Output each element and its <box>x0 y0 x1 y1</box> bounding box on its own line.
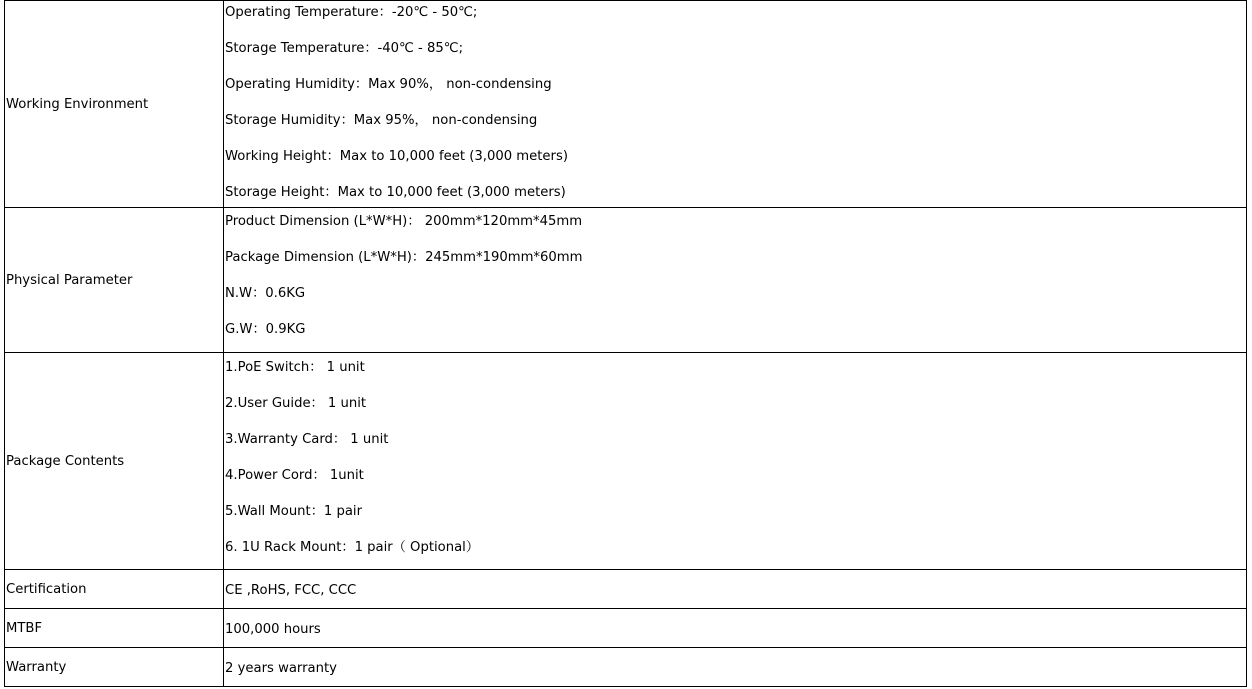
spec-value-line: 100,000 hours <box>224 609 1247 648</box>
spec-label: Certification <box>5 570 224 609</box>
spec-value-line: 2 years warranty <box>224 648 1247 687</box>
spec-row-physical-parameter <box>5 208 1247 353</box>
spec-value-line: 1.PoE Switch： 1 unit <box>225 360 365 375</box>
spec-value-line: 2.User Guide： 1 unit <box>225 396 367 411</box>
spec-value-line: CE ,RoHS, FCC, CCC <box>224 570 1247 609</box>
spec-row-warranty <box>5 648 1247 687</box>
spec-value-line: 5.Wall Mount：1 pair <box>225 504 363 519</box>
spec-values <box>224 353 1247 570</box>
spec-row-package-contents <box>5 353 1247 570</box>
spec-row-working-environment <box>5 1 1247 208</box>
spec-value-line: Storage Temperature：-40℃ - 85℃; <box>225 41 464 56</box>
spec-value-line: Storage Humidity：Max 95%， non-condensing <box>225 113 538 128</box>
spec-value-line: G.W：0.9KG <box>225 322 306 337</box>
spec-value-line: 4.Power Cord： 1unit <box>225 468 364 483</box>
spec-table <box>4 0 1247 687</box>
spec-label: Warranty <box>5 648 224 687</box>
spec-label: Working Environment <box>5 1 224 208</box>
spec-value-line: Storage Height：Max to 10,000 feet (3,000 meters) <box>225 185 566 200</box>
spec-value-line: Product Dimension (L*W*H)： 200mm*120mm*45mm <box>225 214 583 229</box>
spec-row-certification <box>5 570 1247 609</box>
spec-value-line: Operating Humidity：Max 90%， non-condensing <box>225 77 552 92</box>
spec-label: Package Contents <box>5 353 224 570</box>
spec-value-line: Package Dimension (L*W*H)：245mm*190mm*60mm <box>225 250 583 265</box>
spec-label: MTBF <box>5 609 224 648</box>
spec-value-line: Working Height：Max to 10,000 feet (3,000 meters) <box>225 149 568 164</box>
spec-value-line: 6. 1U Rack Mount：1 pair（ Optional） <box>225 540 480 555</box>
spec-value-line: N.W：0.6KG <box>225 286 306 301</box>
spec-label: Physical Parameter <box>5 208 224 353</box>
spec-values <box>224 1 1247 208</box>
spec-value-line: 3.Warranty Card： 1 unit <box>225 432 389 447</box>
spec-values <box>224 208 1247 353</box>
spec-row-mtbf <box>5 609 1247 648</box>
spec-value-line: Operating Temperature：-20℃ - 50℃; <box>225 5 478 20</box>
